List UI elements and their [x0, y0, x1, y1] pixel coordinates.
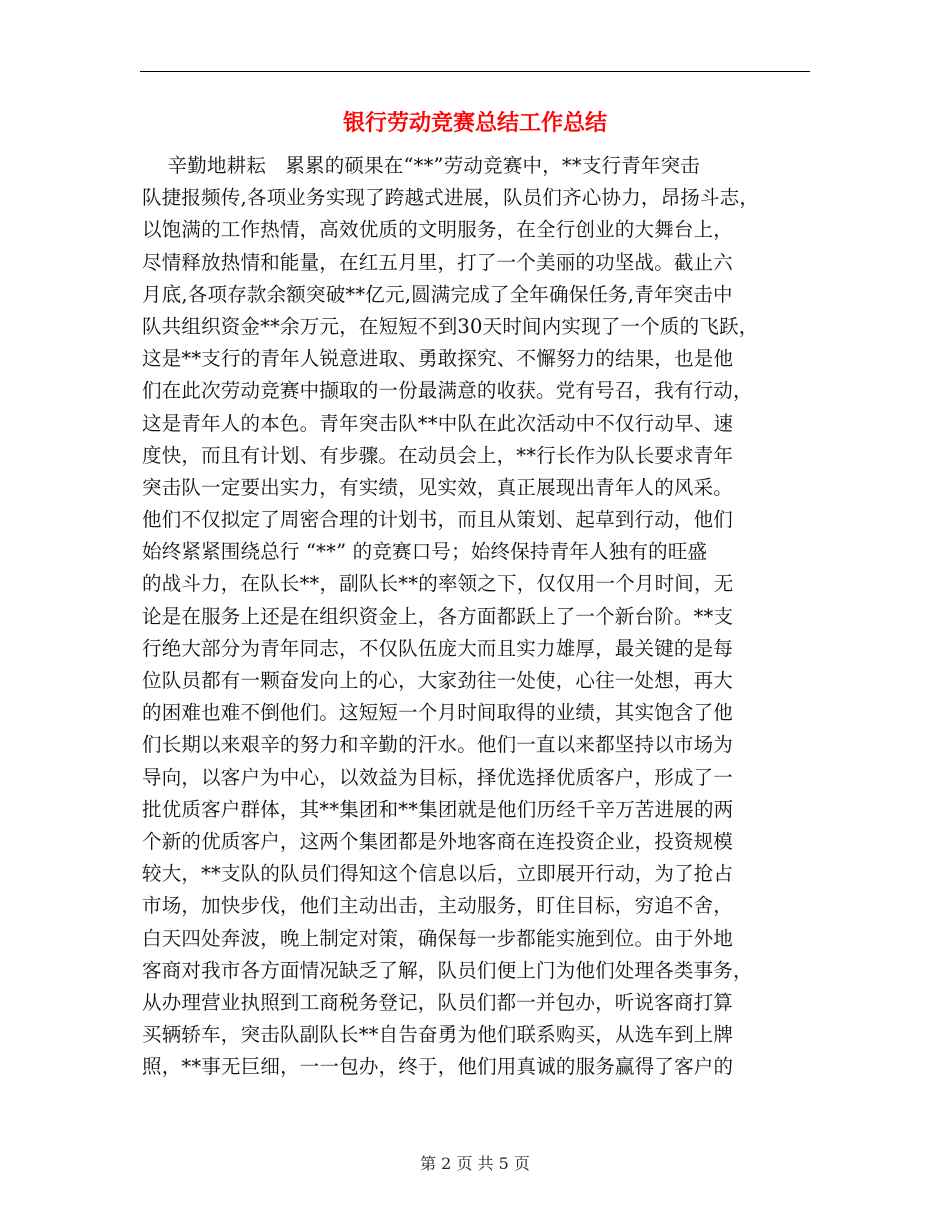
body-line: 队捷报频传,各项业务实现了跨越式进展，队员们齐心协力，昂扬斗志， [142, 186, 760, 210]
body-line: 以饱满的工作热情，高效优质的文明服务，在全行创业的大舞台上， [142, 218, 734, 242]
body-line: 突击队一定要出实力，有实绩，见实效，真正展现出青年人的风采。 [142, 475, 734, 499]
body-line: 度快，而且有计划、有步骤。在动员会上，**行长作为队长要求青年 [142, 443, 734, 467]
body-line: 的战斗力，在队长**，副队长**的率领之下，仅仅用一个月时间，无 [142, 572, 734, 596]
body-line: 批优质客户群体，其**集团和**集团就是他们历经千辛万苦进展的两 [142, 797, 734, 821]
body-line: 较大，**支队的队员们得知这个信息以后，立即展开行动，为了抢占 [142, 862, 734, 886]
body-line: 始终紧紧围绕总行 “**” 的竞赛口号；始终保持青年人独有的旺盛 [142, 540, 708, 564]
body-line: 白天四处奔波，晚上制定对策，确保每一步都能实施到位。由于外地 [142, 926, 734, 950]
body-line: 从办理营业执照到工商税务登记，队员们都一并包办，听说客商打算 [142, 990, 734, 1014]
body-line: 们长期以来艰辛的努力和辛勤的汗水。他们一直以来都坚持以市场为 [142, 733, 734, 757]
body-line: 客商对我市各方面情况缺乏了解，队员们便上门为他们处理各类事务， [142, 958, 753, 982]
body-line: 辛勤地耕耘 累累的硕果在“**”劳动竞赛中，**支行青年突击 [142, 154, 701, 177]
body-line: 导向，以客户为中心，以效益为目标，择优选择优质客户，形成了一 [142, 765, 734, 789]
body-line: 这是**支行的青年人锐意进取、勇敢探究、不懈努力的结果，也是他 [142, 347, 734, 371]
body-line: 论是在服务上还是在组织资金上，各方面都跃上了一个新台阶。**支 [142, 604, 734, 628]
body-line: 行绝大部分为青年同志，不仅队伍庞大而且实力雄厚，最关键的是每 [142, 636, 734, 660]
body-line: 位队员都有一颗奋发向上的心，大家劲往一处使，心往一处想，再大 [142, 669, 734, 692]
body-line: 照，**事无巨细，一一包办，终于，他们用真诚的服务赢得了客户的 [142, 1055, 734, 1079]
body-line: 的困难也难不倒他们。这短短一个月时间取得的业绩，其实饱含了他 [142, 701, 734, 725]
document-title: 银行劳动竞赛总结工作总结 [342, 111, 607, 136]
body-line: 市场，加快步伐，他们主动出击，主动服务，盯住目标，穷追不舍， [142, 894, 734, 918]
body-line: 们在此次劳动竞赛中撷取的一份最满意的收获。党有号召，我有行动， [142, 379, 753, 403]
body-line: 尽情释放热情和能量，在红五月里，打了一个美丽的功坚战。截止六 [142, 250, 734, 274]
body-line: 买辆轿车，突击队副队长**自告奋勇为他们联系购买，从选车到上牌 [142, 1023, 734, 1047]
body-line: 队共组织资金**余万元，在短短不到30天时间内实现了一个质的飞跃， [142, 314, 759, 338]
body-line: 他们不仅拟定了周密合理的计划书，而且从策划、起草到行动，他们 [142, 508, 734, 532]
page-footer: 第 2 页 共 5 页 [420, 1154, 530, 1173]
header-rule [140, 71, 810, 72]
body-line: 个新的优质客户，这两个集团都是外地客商在连投资企业，投资规模 [142, 829, 734, 853]
body-line: 这是青年人的本色。青年突击队**中队在此次活动中不仅行动早、速 [142, 411, 734, 435]
document-body [142, 150, 822, 1083]
body-line: 月底,各项存款余额突破**亿元,圆满完成了全年确保任务,青年突击中 [142, 282, 733, 306]
